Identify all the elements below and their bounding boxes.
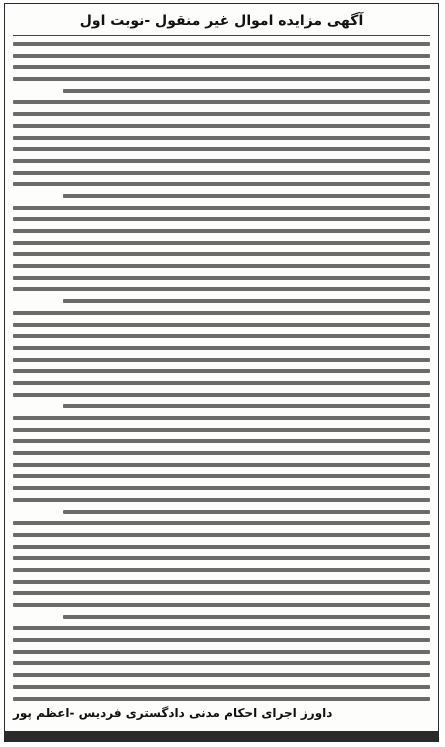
body-text-line	[13, 439, 430, 443]
body-text-line	[13, 603, 430, 607]
body-text-line	[13, 591, 430, 595]
body-text-line	[63, 510, 430, 514]
body-text-line	[13, 252, 430, 256]
body-text-line	[13, 381, 430, 385]
body-text-line	[13, 287, 430, 291]
body-text-line	[13, 568, 430, 572]
body-text-line	[13, 65, 430, 69]
body-text-line	[13, 556, 430, 560]
body-text-line	[13, 673, 430, 677]
body-text-line	[13, 521, 430, 525]
body-text-line	[13, 182, 430, 186]
body-text-line	[63, 299, 430, 303]
body-text-line	[13, 124, 430, 128]
body-text-line	[13, 171, 430, 175]
body-text-line	[13, 159, 430, 163]
body-text-line	[13, 369, 430, 373]
body-text-line	[13, 428, 430, 432]
body-text-line	[13, 42, 430, 46]
body-text-line	[63, 615, 430, 619]
body-text-line	[13, 112, 430, 116]
body-text-line	[13, 147, 430, 151]
body-text-line	[63, 89, 430, 93]
body-text-line	[13, 311, 430, 315]
body-text-line	[13, 463, 430, 467]
body-text-line	[13, 650, 430, 654]
body-text-line	[13, 241, 430, 245]
body-text-line	[63, 404, 430, 408]
body-text-line	[13, 661, 430, 665]
title-divider	[13, 35, 430, 36]
body-text-line	[13, 474, 430, 478]
body-text-line	[13, 217, 430, 221]
auction-notice	[4, 3, 439, 742]
body-text-line	[13, 229, 430, 233]
body-text-line	[13, 533, 430, 537]
body-text-line	[13, 346, 430, 350]
notice-body-text	[13, 42, 430, 706]
body-text-line	[13, 626, 430, 630]
body-text-line	[13, 358, 430, 362]
body-text-line	[13, 393, 430, 397]
body-text-line	[63, 194, 430, 198]
body-text-line	[13, 451, 430, 455]
body-text-line	[13, 54, 430, 58]
body-text-line	[13, 77, 430, 81]
body-text-line	[13, 264, 430, 268]
body-text-line	[13, 100, 430, 104]
body-text-line	[13, 334, 430, 338]
body-text-line	[13, 276, 430, 280]
body-text-line	[13, 580, 430, 584]
bottom-divider	[5, 731, 438, 741]
body-text-line	[13, 416, 430, 420]
body-text-line	[13, 323, 430, 327]
notice-signature: داورز اجرای احکام مدنی دادگستری فردیس -اعظم پور	[13, 706, 333, 720]
body-text-line	[13, 136, 430, 140]
notice-title: آگهی مزایده اموال غیر منقول -نوبت اول	[79, 13, 364, 29]
body-text-line	[13, 545, 430, 549]
body-text-line	[13, 206, 430, 210]
body-text-line	[13, 486, 430, 490]
body-text-line	[13, 498, 430, 502]
body-text-line	[13, 685, 430, 689]
body-text-line	[13, 638, 430, 642]
body-text-line	[13, 697, 430, 701]
